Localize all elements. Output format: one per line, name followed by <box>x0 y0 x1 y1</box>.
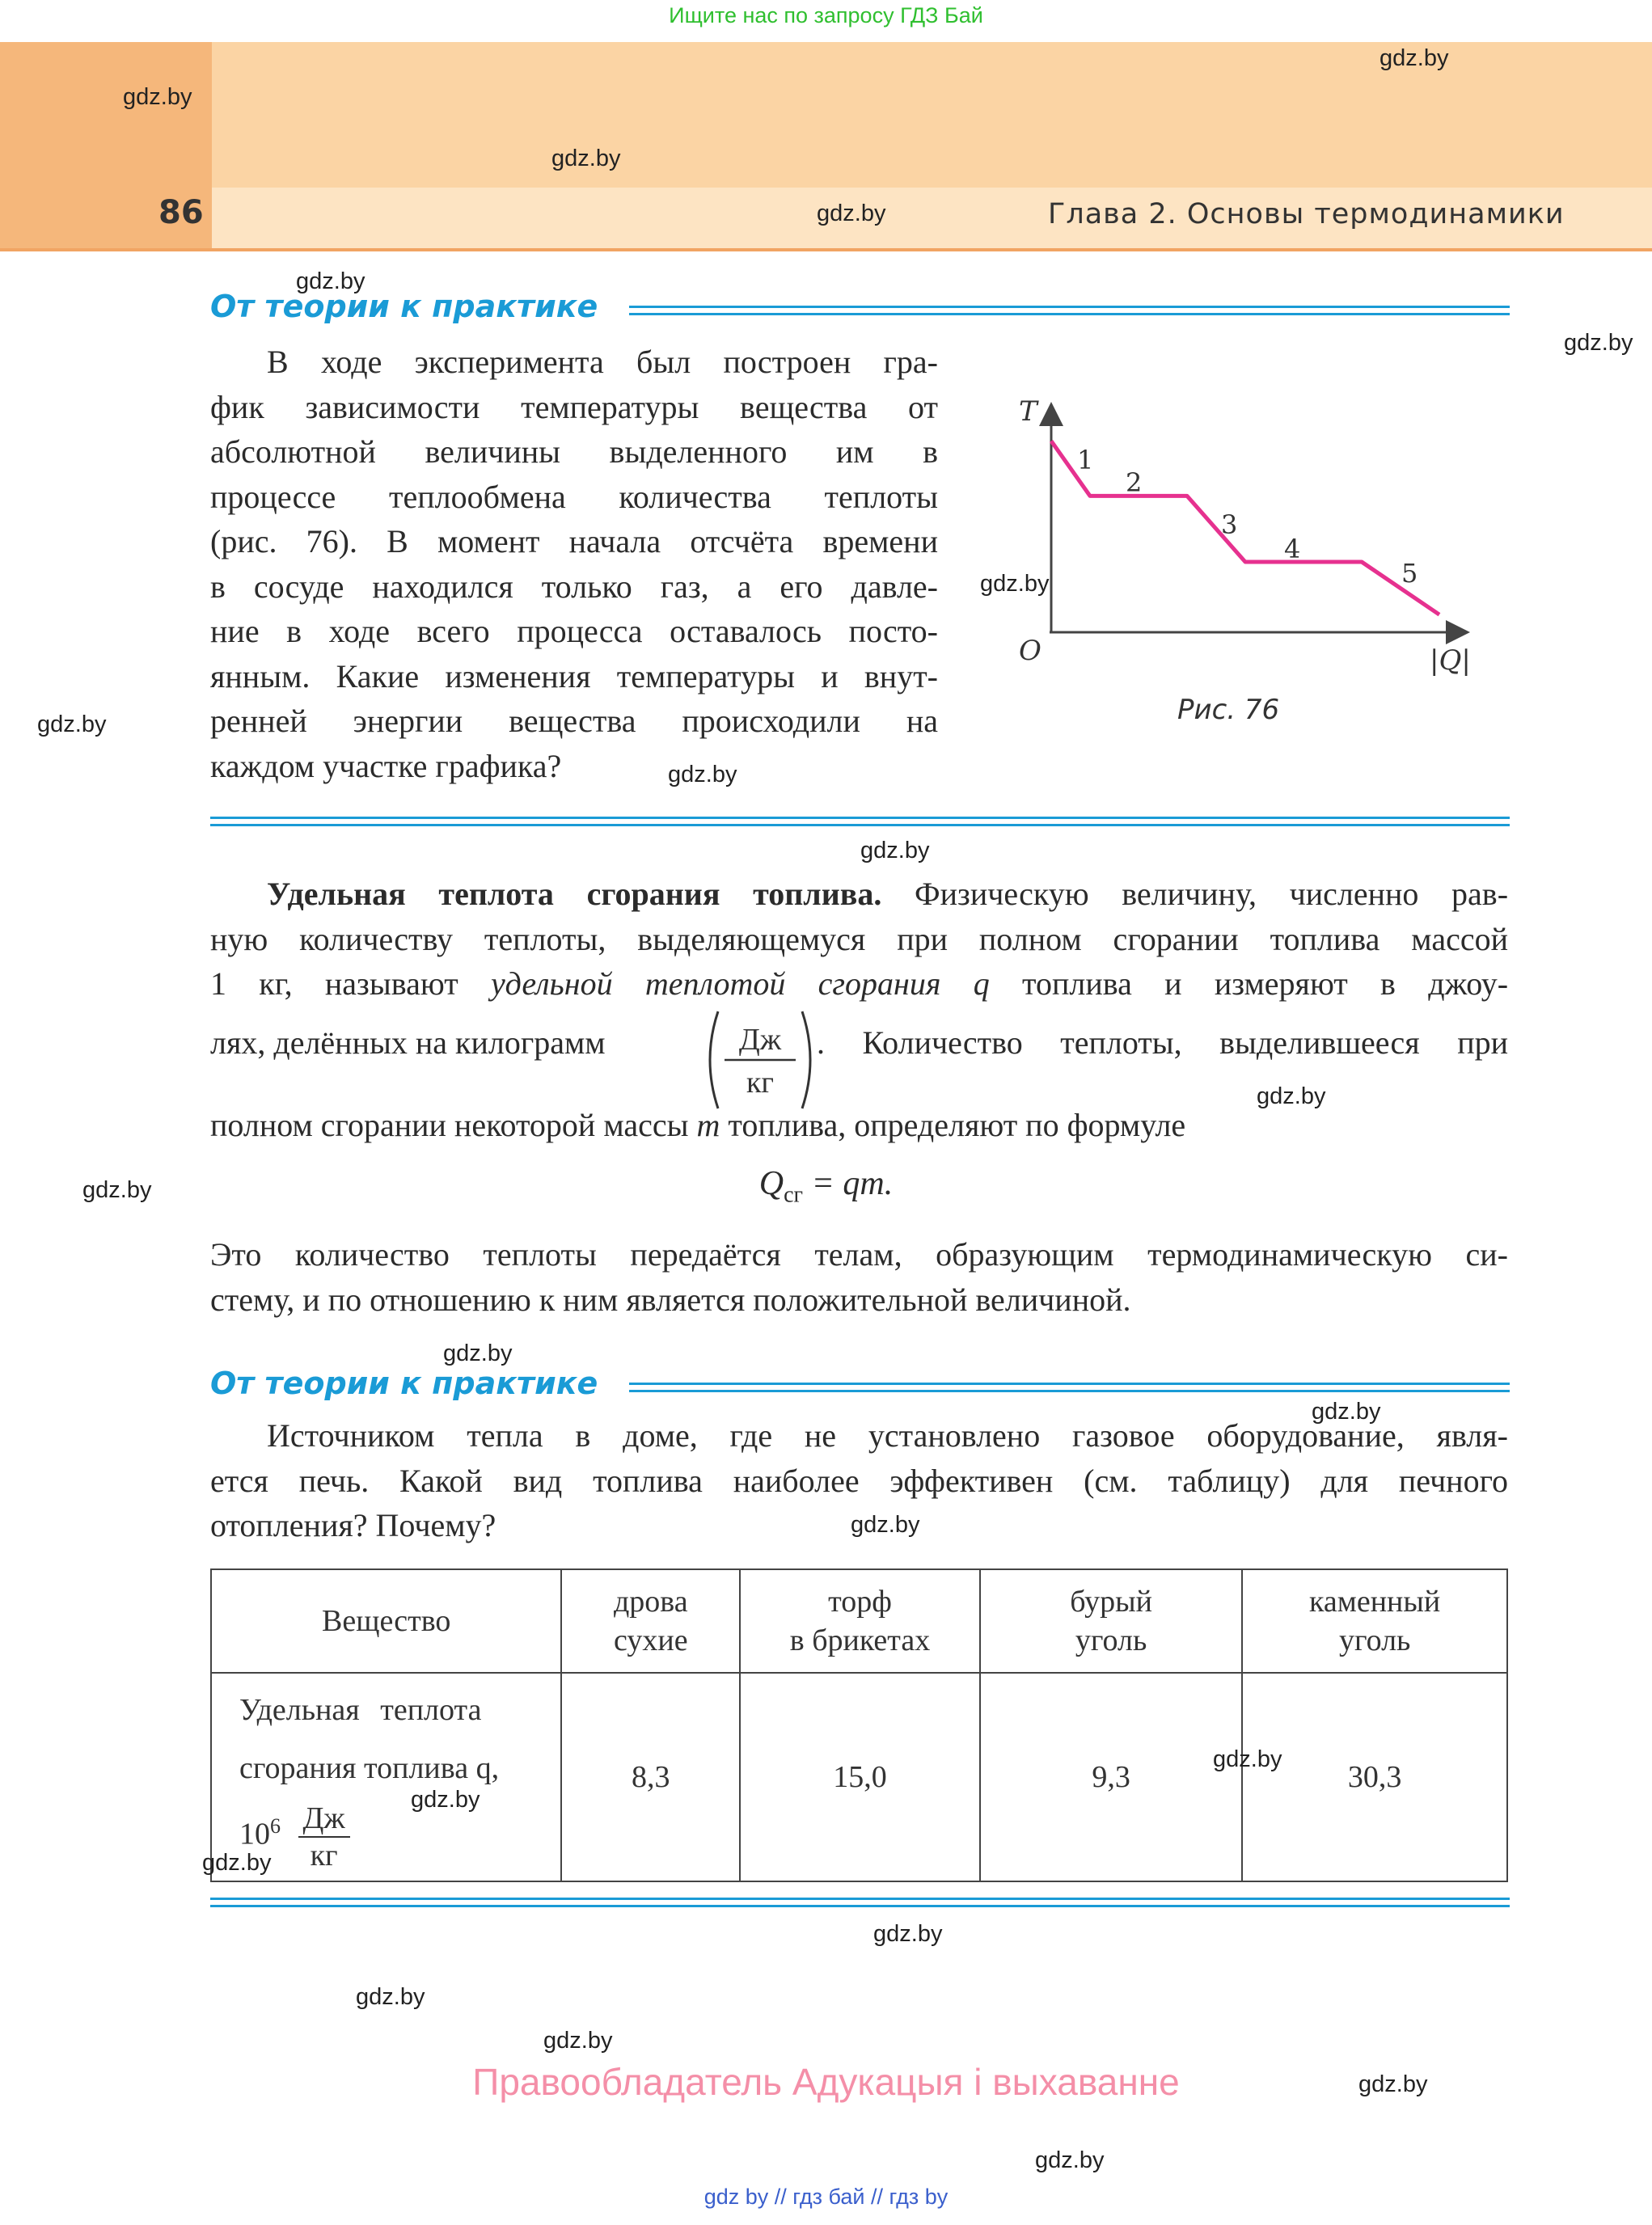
table-header-cell: торф в брикетах <box>740 1569 980 1673</box>
para-line: Это количество теплоты передаётся телам, образующим термодинамическую си- <box>210 1236 1508 1273</box>
watermark: gdz.by <box>356 1984 425 2010</box>
y-axis-label: T <box>1019 395 1037 428</box>
segment-label-5: 5 <box>1401 558 1418 589</box>
watermark: gdz.by <box>860 838 930 863</box>
watermark: gdz.by <box>668 762 737 787</box>
para-line: янным. Какие изменения температуры и внут- <box>210 657 938 695</box>
term-italic: удельной теплотой сгорания <box>490 965 941 1002</box>
watermark: gdz.by <box>1358 2071 1428 2097</box>
para-line: В ходе эксперимента был построен гра- <box>267 344 938 380</box>
watermark: gdz.by <box>443 1340 513 1366</box>
para-line: стему, и по отношению к ним является положительной величиной. <box>210 1281 1131 1318</box>
section-end-rule-2 <box>210 1898 1510 1907</box>
segment-label-4: 4 <box>1284 534 1301 564</box>
section2-line5: полном сгорании некоторой массы m топлива, определяют по формуле <box>210 1107 1186 1143</box>
para-line: 1 кг, называют удельной теплотой сгорания q топлива и измеряют в джоу- <box>210 965 1509 1002</box>
para-line: в сосуде находился только газ, а его давле- <box>210 568 938 605</box>
watermark: gdz.by <box>37 711 107 737</box>
watermark: gdz.by <box>123 84 192 110</box>
fuel-table <box>210 1568 1508 1882</box>
watermark: gdz.by <box>851 1512 920 1538</box>
segment-label-1: 1 <box>1077 445 1094 475</box>
para-line: ренней энергии вещества происходили на <box>210 703 938 739</box>
heading-rule-2 <box>629 1383 1510 1392</box>
heading-rule-1 <box>629 306 1510 315</box>
svg-text:Дж: Дж <box>738 1023 782 1057</box>
watermark: gdz.by <box>202 1850 272 1876</box>
watermark: gdz.by <box>1379 45 1449 71</box>
section-heading-2: От теории к практике <box>210 1366 598 1401</box>
bottom-links[interactable]: gdz by // гдз бай // гдз by <box>703 2185 949 2209</box>
table-row-label: Удельная теплота сгорания топлива q, $10^6$ Дж кг <box>211 1673 561 1881</box>
watermark: gdz.by <box>1312 1399 1381 1425</box>
watermark: gdz.by <box>1213 1746 1282 1772</box>
svg-text:кг: кг <box>746 1066 775 1100</box>
watermark: gdz.by <box>873 1921 943 1947</box>
section-end-rule-1 <box>210 817 1510 826</box>
watermark: gdz.by <box>1257 1083 1326 1109</box>
para-line: ную количеству теплоты, выделяющемуся при полном сгорании топлива массой <box>210 920 1508 957</box>
unit-fraction-jkg <box>703 1007 817 1112</box>
para-line: процессе теплообмена количества теплоты <box>210 478 938 515</box>
watermark: gdz.by <box>1564 330 1633 356</box>
para-line: Источником тепла в доме, где не установлено газовое оборудование, явля- <box>267 1417 1508 1454</box>
origin-label: O <box>1019 635 1041 667</box>
page-number: 86 <box>158 194 204 231</box>
para-line: ется печь. Какой вид топлива наиболее эффективен (см. таблицу) для печного <box>210 1462 1508 1499</box>
watermark: gdz.by <box>1035 2147 1105 2173</box>
watermark: gdz.by <box>82 1177 152 1203</box>
watermark: gdz.by <box>817 201 886 226</box>
para-line: отопления? Почему? <box>210 1507 496 1543</box>
temperature-curve <box>1051 441 1439 614</box>
table-row <box>211 1673 1507 1881</box>
watermark: gdz.by <box>980 571 1050 597</box>
watermark: gdz.by <box>296 268 365 294</box>
table-header-cell: дрова сухие <box>561 1569 740 1673</box>
para-line: фик зависимости температуры вещества от <box>210 388 938 425</box>
para-line: (рис. 76). В момент начала отсчёта времени <box>210 523 938 559</box>
watermark: gdz.by <box>543 2028 613 2054</box>
section-heading-1: От теории к практике <box>210 289 598 324</box>
para-line: Удельная теплота сгорания топлива. Физическую величину, численно рав- <box>267 876 1509 912</box>
section2-line4-rest: . Количество теплоты, выделившееся при <box>817 1024 1508 1061</box>
para-line: ние в ходе всего процесса оставалось посто- <box>210 613 938 649</box>
term-bold: Удельная теплота сгорания топлива. <box>267 876 882 912</box>
table-header-cell: бурый уголь <box>980 1569 1243 1673</box>
chapter-title: Глава 2. Основы термодинамики <box>1048 198 1565 230</box>
para-line: абсолютной величины выделенного им в <box>210 433 938 470</box>
table-header-cell: Вещество <box>211 1569 561 1673</box>
section1-paragraph <box>210 340 938 788</box>
section2-unit-line: лях, делённых на килограмм <box>210 1024 606 1061</box>
section2-after-formula <box>210 1232 1508 1322</box>
watermark: gdz.by <box>411 1787 480 1813</box>
table-cell: 30,3 <box>1242 1673 1507 1881</box>
formula-heat-combustion: $Q_{сг}$ = qm. <box>758 1165 894 1208</box>
top-search-hint[interactable]: Ищите нас по запросу ГДЗ Бай <box>669 3 983 27</box>
table-cell: 8,3 <box>561 1673 740 1881</box>
section2-paragraph <box>210 872 1508 1007</box>
segment-label-2: 2 <box>1126 467 1143 498</box>
x-axis-label: |Q| <box>1430 644 1471 677</box>
table-header-row <box>211 1569 1507 1673</box>
header-rule <box>0 248 1652 251</box>
figure-76-graph <box>954 380 1480 677</box>
rights-holder: Правообладатель Адукацыя і выхаванне <box>472 2061 1180 2103</box>
table-cell: 15,0 <box>740 1673 980 1881</box>
table-cell: 9,3 <box>980 1673 1243 1881</box>
figure-caption: Рис. 76 <box>1177 694 1280 726</box>
segment-label-3: 3 <box>1221 509 1238 540</box>
para-line: каждом участке графика? <box>210 747 562 784</box>
table-header-cell: каменный уголь <box>1242 1569 1507 1673</box>
watermark: gdz.by <box>551 146 621 171</box>
